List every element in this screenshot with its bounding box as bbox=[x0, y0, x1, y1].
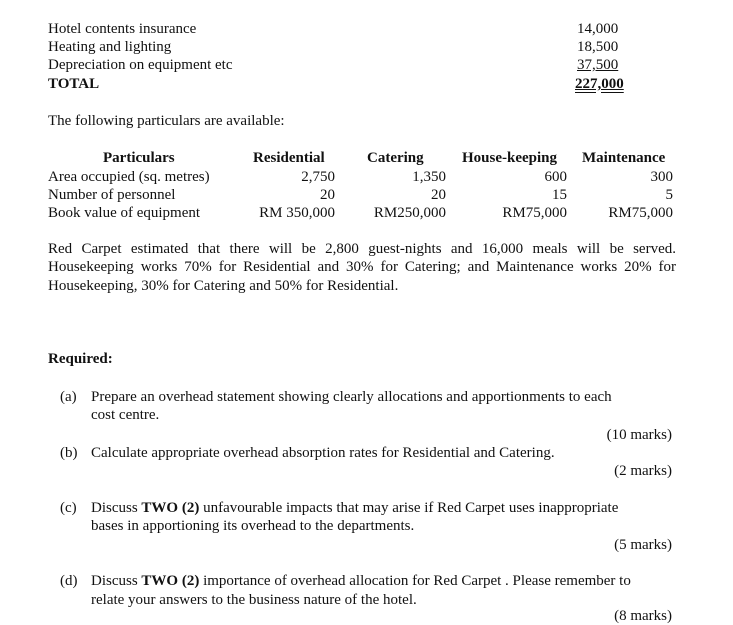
emphasis: TWO (2) bbox=[141, 573, 200, 589]
table-header: Residential bbox=[253, 150, 325, 166]
marks-label: (8 marks) bbox=[614, 608, 672, 624]
table-header: Catering bbox=[367, 150, 424, 166]
marks-label: (5 marks) bbox=[614, 537, 672, 553]
question-letter: (a) bbox=[60, 389, 77, 405]
notes-line: Housekeeping, 30% for Catering and 50% for Residential. bbox=[48, 278, 399, 294]
table-header: Maintenance bbox=[582, 150, 666, 166]
marks-label: (2 marks) bbox=[614, 463, 672, 479]
question-text: Discuss TWO (2) unfavourable impacts that may arise if Red Carpet uses inappropriate bbox=[91, 500, 619, 516]
question-text: cost centre. bbox=[91, 407, 160, 423]
table-row-label: Area occupied (sq. metres) bbox=[48, 169, 210, 185]
cost-label: Hotel contents insurance bbox=[48, 21, 197, 37]
emphasis: TWO (2) bbox=[141, 500, 200, 516]
table-row-label: Book value of equipment bbox=[48, 205, 201, 221]
table-cell: 1,350 bbox=[412, 169, 446, 185]
table-cell: 5 bbox=[665, 187, 673, 203]
cost-label: Heating and lighting bbox=[48, 39, 172, 55]
question-letter: (c) bbox=[60, 500, 77, 516]
cost-label: Depreciation on equipment etc bbox=[48, 57, 233, 73]
table-cell: 600 bbox=[544, 169, 567, 185]
question-letter: (d) bbox=[60, 573, 78, 589]
required-heading: Required: bbox=[48, 351, 113, 367]
question-text: Calculate appropriate overhead absorption rates for Residential and Catering. bbox=[91, 445, 555, 461]
cost-amount: 14,000 bbox=[577, 21, 619, 37]
notes-line: Red Carpet estimated that there will be 2,800 guest-nights and 16,000 meals will be served. bbox=[48, 241, 676, 257]
table-cell: RM75,000 bbox=[608, 205, 673, 221]
question-letter: (b) bbox=[60, 445, 78, 461]
question-text: Discuss TWO (2) importance of overhead allocation for Red Carpet . Please remember to bbox=[91, 573, 631, 589]
table-cell: 20 bbox=[320, 187, 335, 203]
notes-line: Housekeeping works 70% for Residential and 30% for Catering; and Maintenance works 20% for bbox=[48, 259, 676, 275]
table-cell: RM75,000 bbox=[502, 205, 567, 221]
cost-amount: 37,500 bbox=[577, 57, 619, 73]
table-header: Particulars bbox=[103, 150, 175, 166]
total-amount: 227,000 bbox=[575, 76, 624, 92]
question-text: relate your answers to the business nature of the hotel. bbox=[91, 592, 417, 608]
table-header: House-keeping bbox=[462, 150, 558, 166]
particulars-intro: The following particulars are available: bbox=[48, 113, 285, 129]
table-cell: 20 bbox=[431, 187, 446, 203]
table-cell: 300 bbox=[650, 169, 673, 185]
marks-label: (10 marks) bbox=[606, 427, 672, 443]
table-cell: RM 350,000 bbox=[259, 205, 335, 221]
question-text: bases in apportioning its overhead to the departments. bbox=[91, 518, 415, 534]
cost-amount: 18,500 bbox=[577, 39, 619, 55]
question-text: Prepare an overhead statement showing clearly allocations and apportionments to each bbox=[91, 389, 612, 405]
total-label: TOTAL bbox=[48, 76, 100, 92]
table-row-label: Number of personnel bbox=[48, 187, 176, 203]
table-cell: 15 bbox=[552, 187, 567, 203]
table-cell: 2,750 bbox=[301, 169, 335, 185]
table-cell: RM250,000 bbox=[373, 205, 446, 221]
